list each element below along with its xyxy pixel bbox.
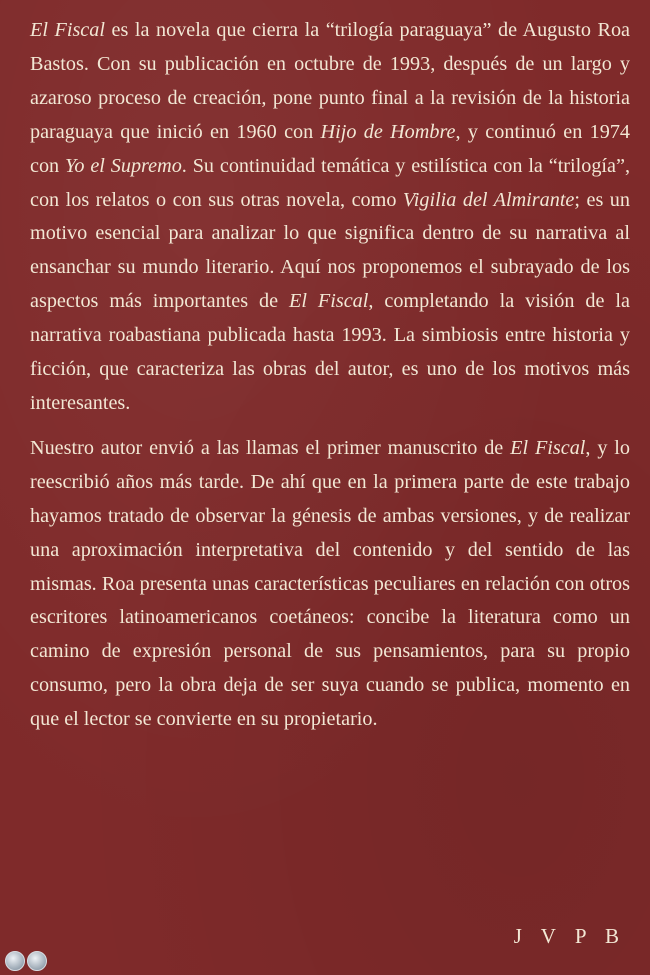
back-cover-text <box>30 14 630 737</box>
paragraph-1 <box>30 14 630 421</box>
text-run: es la novela que cierra la “trilogía paraguaya” de Augusto Roa Bastos. Con su publicación en octubre de 1993, después de un largo y azaroso proceso de creación, pone punto final a la revisión de la historia paraguaya que inició en 1960 con <box>30 19 631 143</box>
book-title: Yo el Supremo <box>65 154 182 177</box>
text-run: ; es un motivo esencial para analizar lo que significa dentro de su narrativa al ensanchar su mundo literario. Aquí nos proponemos el subrayado de los aspectos más importantes de <box>30 188 630 313</box>
book-title: Vigilia del Almirante <box>402 188 575 211</box>
book-title: El Fiscal <box>289 290 369 313</box>
book-title: El Fiscal <box>510 436 586 459</box>
book-title: El Fiscal <box>30 19 105 41</box>
text-run: . Su continuidad temática y estilística con la “trilogía”, con los relatos o con sus otras novela, como <box>30 154 631 211</box>
text-run: , completando la visión de la narrativa roabastiana publicada hasta 1993. La simbiosis entre historia y ficción, que caracteriza las obras del autor, es uno de los motivos más interesantes. <box>30 290 630 414</box>
corner-badges <box>5 951 47 971</box>
round-seal-icon <box>27 951 47 971</box>
paragraph-2 <box>30 432 630 737</box>
text-run: , y lo reescribió años más tarde. De ahí que en la primera parte de este trabajo hayamos tratado de observar la génesis de ambas versiones, y de realizar una aproximación interpretativa del contenido y del sentido de las mismas. Roa presenta unas características peculiares en relación con otros escritores latinoamericanos coetáneos: concibe la literatura como un camino de expresión personal de sus pensamientos, para su propio consumo, pero la obra deja de ser suya cuando se publica, momento en que el lector se convierte en su propietario. <box>30 436 631 731</box>
round-seal-icon <box>5 951 25 971</box>
author-initials: J V P B <box>513 924 626 948</box>
text-run: Nuestro autor envió a las llamas el primer manuscrito de <box>30 436 511 459</box>
book-title: Hijo de Hombre <box>320 120 456 143</box>
text-run: , y continuó en 1974 con <box>30 120 631 177</box>
